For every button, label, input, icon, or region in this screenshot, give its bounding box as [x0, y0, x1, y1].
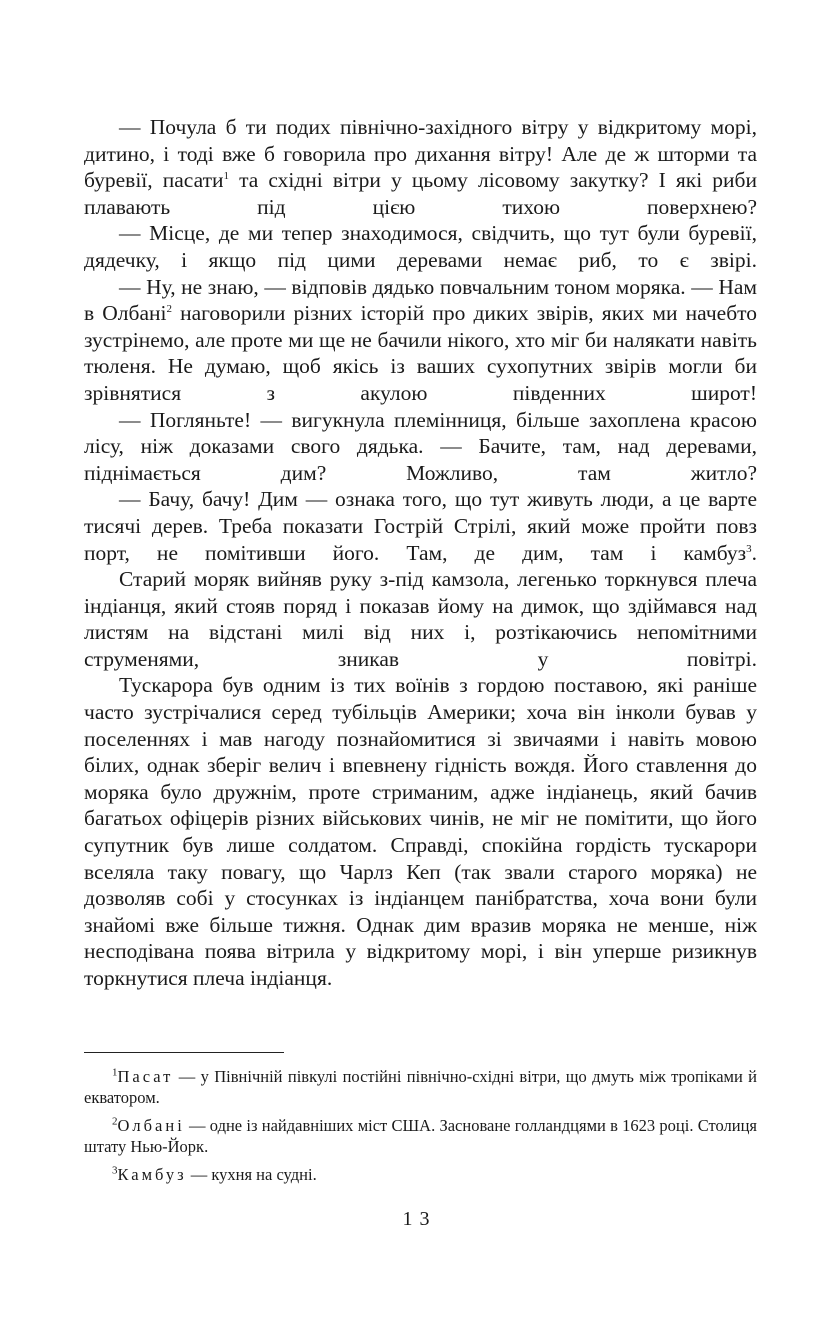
paragraph-text: та східні вітри у цьому лісовому закутку? І які риби плавають під цією тихою поверхнею?	[84, 168, 757, 219]
main-text	[84, 114, 757, 992]
footnote-number: 2	[112, 1115, 118, 1128]
paragraph	[84, 486, 757, 566]
footnote-ref: 3	[746, 542, 752, 555]
footnote	[84, 1115, 757, 1157]
footnote	[84, 1164, 757, 1185]
footnote-number: 3	[112, 1164, 118, 1177]
footnote-term: Олбані	[117, 1116, 185, 1135]
footnote-separator	[84, 1052, 284, 1053]
paragraph-text: Старий моряк вийняв руку з-під камзола, легенько торкнувся плеча індіанця, який стояв поряд і показав йому на димок, що здіймався над листям на відстані милі від них і, розтікаючись непомітними струменями, зникав у повітрі.	[84, 567, 757, 671]
paragraph	[84, 672, 757, 991]
paragraph	[84, 220, 757, 273]
footnote-term: Пасат	[117, 1067, 174, 1086]
footnote-text: — кухня на судні.	[186, 1165, 317, 1184]
footnote-number: 1	[112, 1066, 118, 1079]
footnote-ref: 2	[166, 303, 172, 315]
footnote-text: — одне із найдавніших міст США. Засноване голландцями в 1623 році. Столиця штату Нью-Йорк.	[84, 1116, 757, 1156]
paragraph-text: — Погляньте! — вигукнула племінниця, більше захоплена красою лісу, ніж доказами свого дядька. — Бачите, там, над деревами, піднімається дим? Можливо, там житло?	[84, 407, 757, 485]
footnote-term: Камбуз	[117, 1165, 187, 1184]
paragraph	[84, 114, 757, 220]
paragraph-text: — Місце, де ми тепер знаходимося, свідчить, що тут були буревії, дядечку, і якщо під цими деревами немає риб, то є звірі.	[84, 221, 757, 272]
footnote	[84, 1066, 757, 1108]
footnote-text: — у Північній півкулі постійні північно-східні вітри, що дмуть між тропіками й екватором.	[84, 1067, 757, 1107]
paragraph-text: Тускарора був одним із тих воїнів з гордою поставою, які раніше часто зустрічалися серед тубільців Америки; хоча він інколи бував у поселеннях і мав нагоду познайомитися зі звичаями і навіть мовою білих, однак зберіг велич і впевнену гідність вождя. Його ставлення до моряка було дружнім, проте стриманим, адже індіанець, який бачив багатьох офіцерів різних військових чинів, не міг не помітити, що його супутник був лише солдатом. Справді, спокійна гордість тускарори вселяла таку повагу, що Чарлз Кеп (так звали старого моряка) не дозволяв собі у стосунках із індіанцем панібратства, хоча вони були знайомі вже більше тижня. Однак дим вразив моряка не менше, ніж несподівана поява вітрила у відкритому морі, і він уперше ризикнув торкнутися плеча індіанця.	[84, 673, 757, 990]
footnotes	[84, 1066, 757, 1192]
paragraph-text: — Бачу, бачу! Дим — ознака того, що тут живуть люди, а це варте тисячі дерев. Треба показати Гострій Стрілі, який може пройти повз порт, не помітивши його. Там, де дим, там і камбуз	[84, 487, 757, 565]
paragraph	[84, 566, 757, 672]
footnote-ref: 1	[223, 170, 229, 183]
paragraph	[84, 407, 757, 487]
paragraph	[84, 274, 757, 407]
paragraph-text: — Ну, не знаю, — відповів дядько повчальним тоном моряка. — Нам в Олбані	[84, 274, 757, 326]
paragraph-text: — Почула б ти подих північно-західного вітру у відкритому морі, дитино, і тоді вже б говорила про дихання вітру! Але де ж шторми та буревії, пасати	[84, 115, 757, 193]
page-number: 13	[402, 1208, 437, 1230]
paragraph-text: наговорили різних історій про диких звірів, яких ми начебто зустрінемо, але проте ми ще не бачили нікого, хто міг би налякати навіть тюленя. Не думаю, щоб якісь із ваших сухопутних звірів могли би зрівнятися з акулою південних широт!	[84, 301, 757, 405]
paragraph-text: .	[751, 540, 757, 565]
